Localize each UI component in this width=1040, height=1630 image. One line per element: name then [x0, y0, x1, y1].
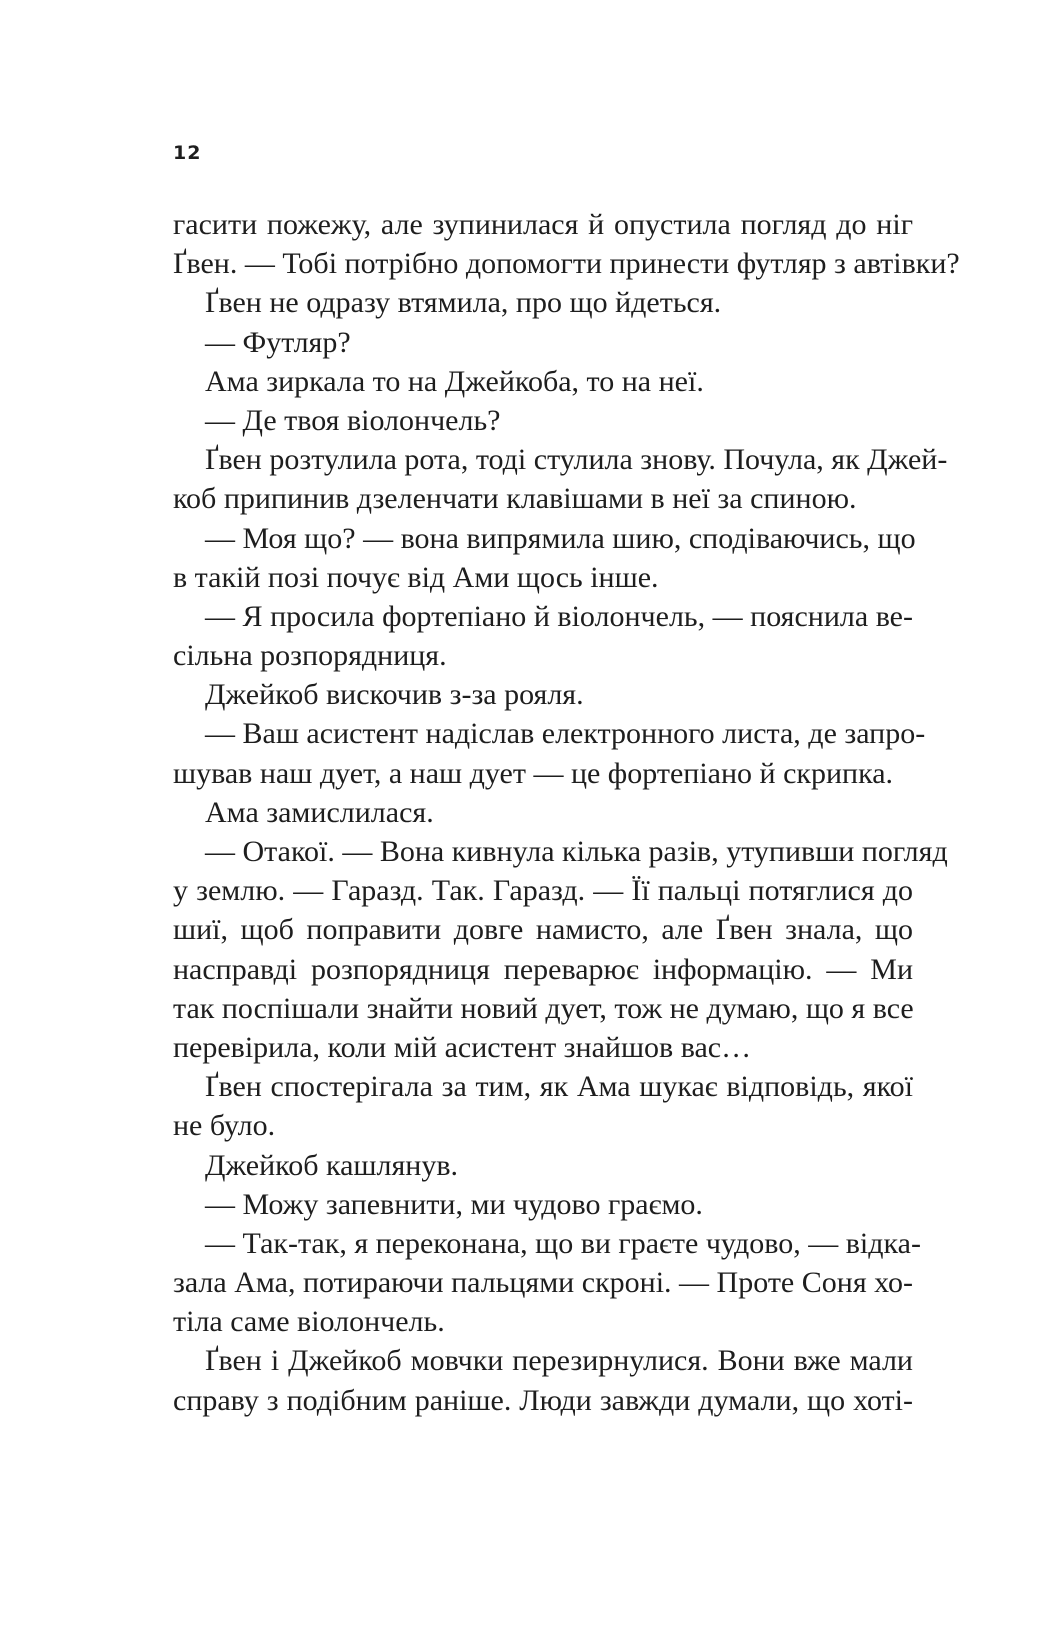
- text-line: — Можу запевнити, ми чудово граємо.: [205, 1187, 703, 1221]
- text-line: у землю. — Гаразд. Так. Гаразд. — Її пальці потяглися до: [173, 874, 913, 908]
- text-line: сільна розпорядниця.: [173, 639, 447, 673]
- text-line: насправді розпорядниця переварює інформацію. — Ми: [173, 952, 913, 986]
- page-number: 12: [173, 142, 202, 164]
- text-line: Ґвен розтулила рота, тоді стулила знову. Почула, як Джей-: [205, 443, 948, 477]
- text-line: не було.: [173, 1109, 276, 1143]
- text-line: зала Ама, потираючи пальцями скроні. — Проте Соня хо-: [173, 1266, 913, 1300]
- text-line: шував наш дует, а наш дует — це фортепіано й скрипка.: [173, 756, 894, 790]
- text-line: Джейкоб вискочив з-за рояля.: [205, 678, 584, 712]
- text-line: — Так-так, я переконана, що ви граєте чудово, — відка-: [205, 1226, 921, 1260]
- text-line: так поспішали знайти новий дует, тож не думаю, що я все: [173, 991, 914, 1025]
- text-line: — Де твоя віолончель?: [205, 403, 501, 437]
- text-line: тіла саме віолончель.: [173, 1305, 445, 1339]
- text-line: Ама зиркала то на Джейкоба, то на неї.: [205, 364, 704, 398]
- text-line: — Я просила фортепіано й віолончель, — пояснила ве-: [205, 599, 913, 633]
- text-line: справу з подібним раніше. Люди завжди думали, що хоті-: [173, 1383, 913, 1417]
- text-line: Ґвен не одразу втямила, про що йдеться.: [205, 286, 722, 320]
- text-line: — Отакої. — Вона кивнула кілька разів, утупивши погляд: [205, 835, 948, 868]
- text-line: перевірила, коли мій асистент знайшов вас…: [173, 1030, 752, 1064]
- body-text: [173, 205, 960, 1420]
- text-line: гасити пожежу, але зупинилася й опустила погляд до ніг: [173, 208, 913, 241]
- text-line: — Моя що? — вона випрямила шию, сподіваючись, що: [205, 521, 916, 555]
- text-line: Ґвен і Джейкоб мовчки перезирнулися. Вони вже мали: [205, 1344, 913, 1378]
- text-line: Ґвен. — Тобі потрібно допомогти принести футляр з автівки?: [173, 247, 960, 281]
- text-line: Ґвен спостерігала за тим, як Ама шукає відповідь, якої: [205, 1070, 913, 1104]
- text-line: — Ваш асистент надіслав електронного листа, де запро-: [205, 717, 926, 751]
- text-line: Ама замислилася.: [205, 795, 434, 829]
- text-line: коб припинив дзеленчати клавішами в неї за спиною.: [173, 482, 857, 516]
- text-line: — Футляр?: [205, 325, 351, 359]
- text-line: Джейкоб кашлянув.: [205, 1148, 459, 1182]
- text-line: шиї, щоб поправити довге намисто, але Ґвен знала, що: [173, 913, 913, 947]
- text-line: в такій позі почує від Ами щось інше.: [173, 560, 659, 594]
